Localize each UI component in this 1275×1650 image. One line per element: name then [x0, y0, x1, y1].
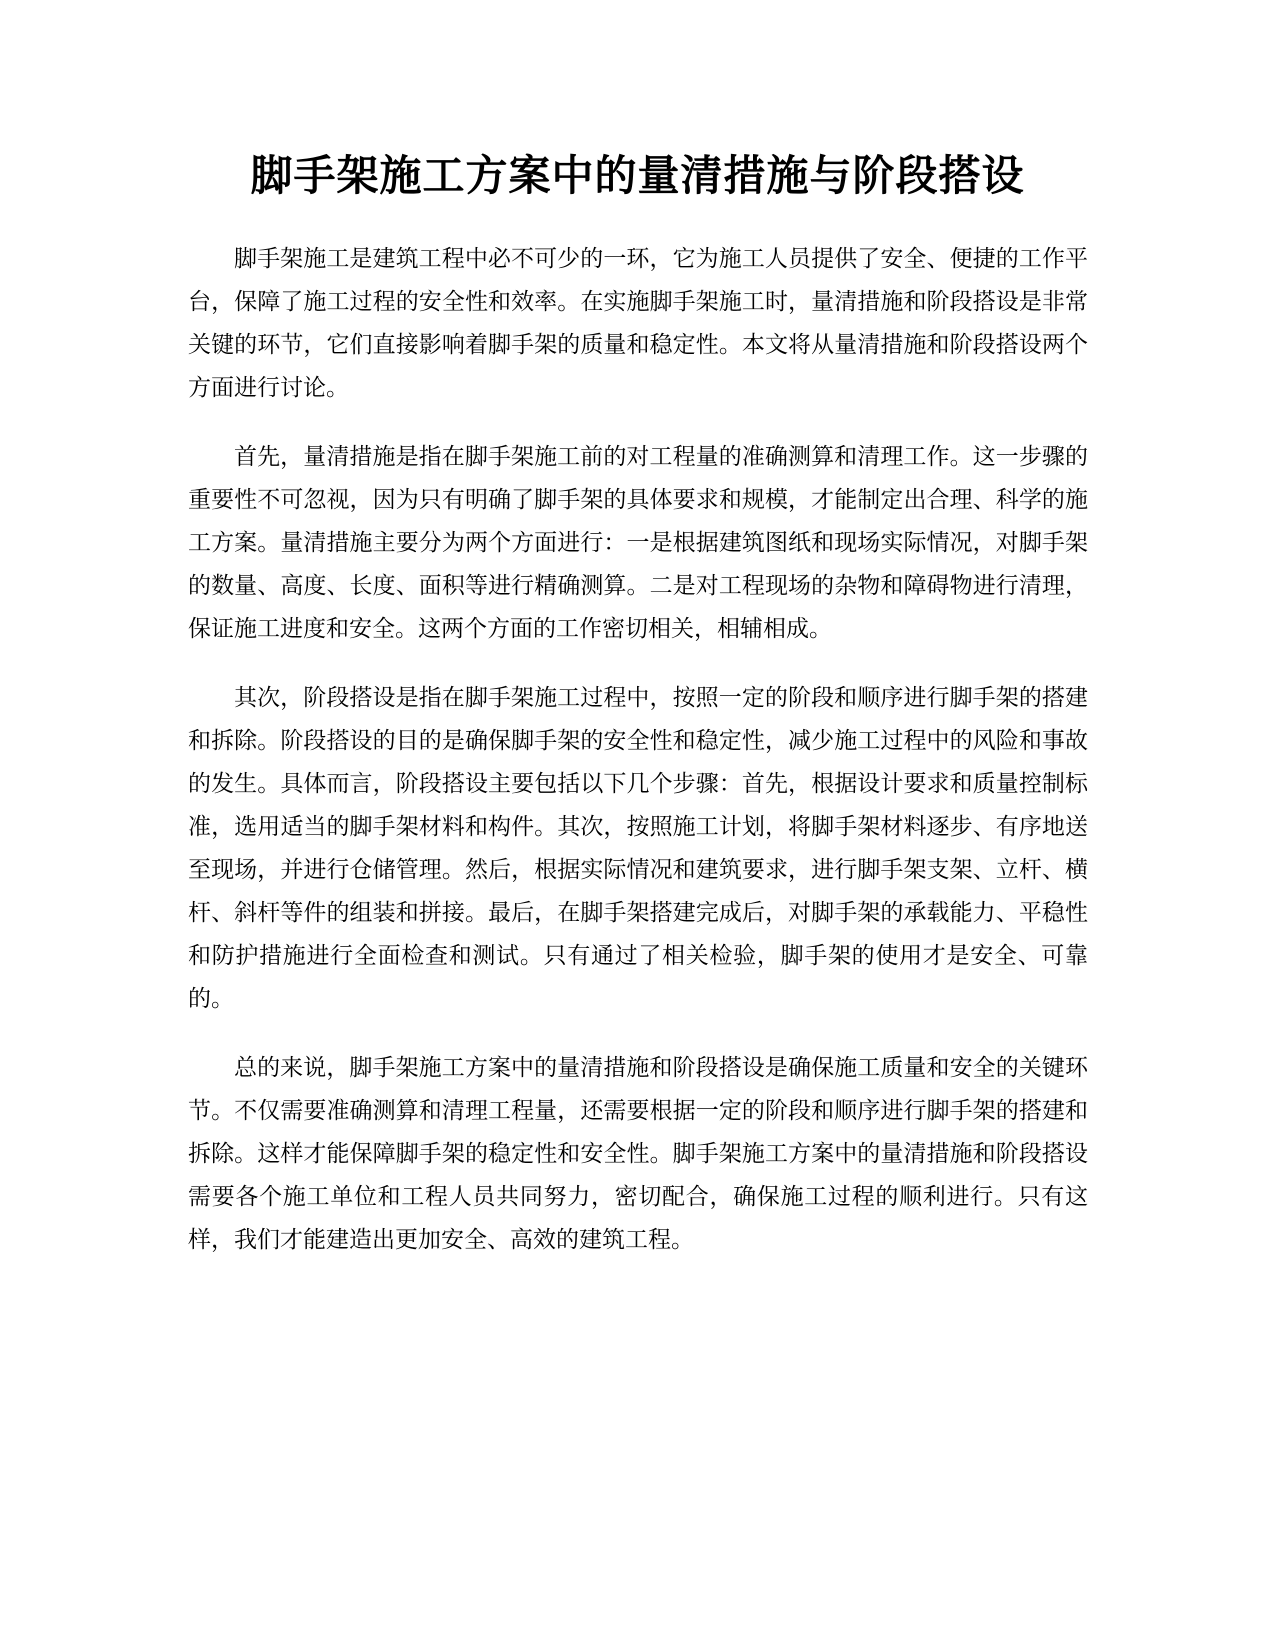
document-title: 脚手架施工方案中的量清措施与阶段搭设 — [250, 151, 1025, 200]
paragraph-conclusion: 总的来说，脚手架施工方案中的量清措施和阶段搭设是确保施工质量和安全的关键环节。不仅需要准确测算和清理工程量，还需要根据一定的阶段和顺序进行脚手架的搭建和拆除。这样才能保障脚手架的稳定性和安全性。脚手架施工方案中的量清措施和阶段搭设需要各个施工单位和工程人员共同努力，密切配合，确保施工过程的顺利进行。只有这样，我们才能建造出更加安全、高效的建筑工程。 — [188, 1055, 1088, 1253]
paragraph-quantity-measures: 首先，量清措施是指在脚手架施工前的对工程量的准确测算和清理工作。这一步骤的重要性不可忽视，因为只有明确了脚手架的具体要求和规模，才能制定出合理、科学的施工方案。量清措施主要分为两个方面进行：一是根据建筑图纸和现场实际情况，对脚手架的数量、高度、长度、面积等进行精确测算。二是对工程现场的杂物和障碍物进行清理，保证施工进度和安全。这两个方面的工作密切相关，相辅相成。 — [188, 444, 1088, 642]
document-body — [188, 238, 1088, 1288]
paragraph-intro: 脚手架施工是建筑工程中必不可少的一环，它为施工人员提供了安全、便捷的工作平台，保障了施工过程的安全性和效率。在实施脚手架施工时，量清措施和阶段搭设是非常关键的环节，它们直接影响着脚手架的质量和稳定性。本文将从量清措施和阶段搭设两个方面进行讨论。 — [188, 246, 1088, 401]
paragraph-staged-erection: 其次，阶段搭设是指在脚手架施工过程中，按照一定的阶段和顺序进行脚手架的搭建和拆除。阶段搭设的目的是确保脚手架的安全性和稳定性，减少施工过程中的风险和事故的发生。具体而言，阶段搭设主要包括以下几个步骤：首先，根据设计要求和质量控制标准，选用适当的脚手架材料和构件。其次，按照施工计划，将脚手架材料逐步、有序地送至现场，并进行仓储管理。然后，根据实际情况和建筑要求，进行脚手架支架、立杆、横杆、斜杆等件的组装和拼接。最后，在脚手架搭建完成后，对脚手架的承载能力、平稳性和防护措施进行全面检查和测试。只有通过了相关检验，脚手架的使用才是安全、可靠的。 — [188, 685, 1088, 1012]
